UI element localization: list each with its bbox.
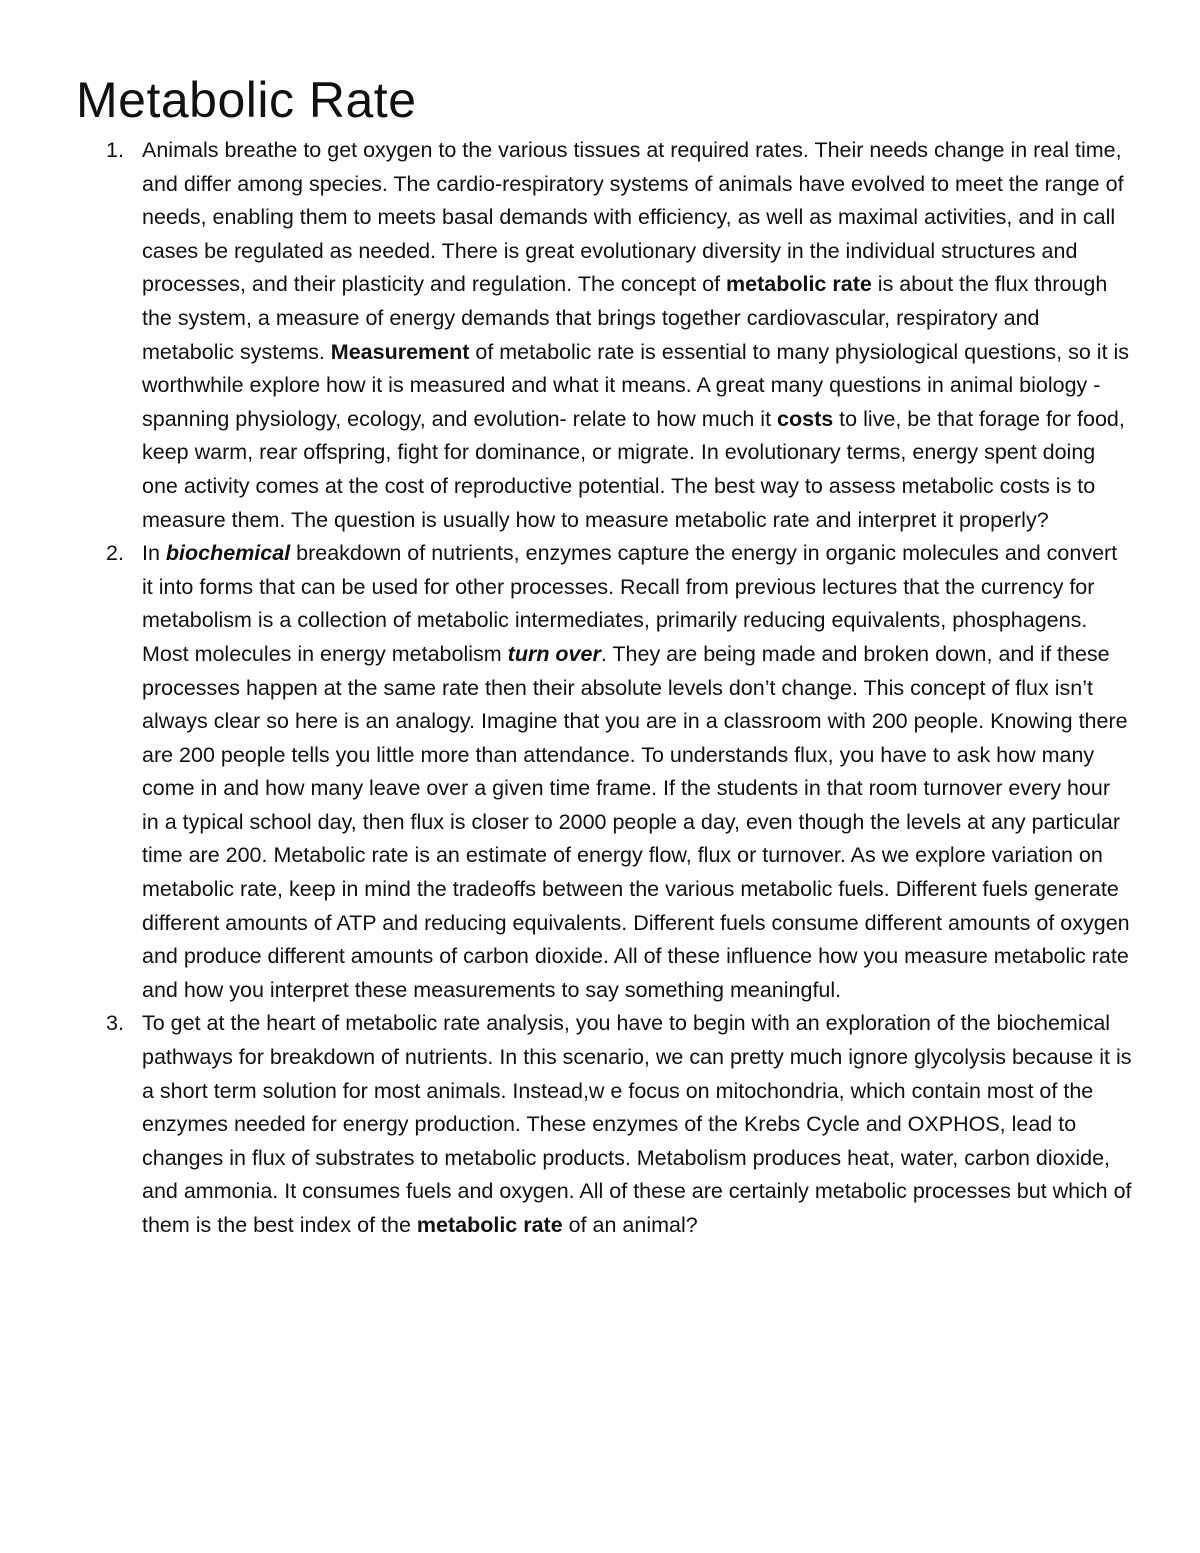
page-title: Metabolic Rate: [76, 72, 417, 128]
emphasized-term: Measurement: [330, 339, 470, 364]
emphasized-term: metabolic rate: [726, 272, 872, 297]
text-run: to live, be that forage for food, keep warm, rear offspring, fight for dominance, or migrate. In evolutionary terms, energy spent doing one activity comes at the cost of reproductive potential. The best way to assess metabolic costs is to measure them. The question is usually how to measure metabolic rate and interpret it properly?: [142, 406, 1125, 532]
emphasized-term: costs: [777, 406, 834, 431]
text-run: In: [142, 541, 166, 566]
text-run: breakdown of nutrients, enzymes capture the energy in organic molecules and convert it into forms that can be used for other processes. Recall from previous lectures that the currency for metabolism is a collection of metabolic intermediates, primarily reducing equivalents, phosphagens. Most molecules in energy metabolism: [142, 541, 1118, 666]
list-item: [76, 537, 1132, 1007]
paragraph-text: [142, 1007, 1132, 1242]
list-item: [76, 1007, 1132, 1242]
list-item: [76, 134, 1132, 537]
numbered-list: [76, 134, 1132, 1243]
list-item-number: 1.: [106, 138, 124, 162]
list-item-number: 2.: [106, 541, 124, 566]
paragraph-text: [142, 537, 1132, 1007]
emphasized-term: turn over: [507, 641, 601, 666]
text-run: To get at the heart of metabolic rate analysis, you have to begin with an exploration of the biochemical pathways for breakdown of nutrients. In this scenario, we can pretty much ignore glycolysis because it is a short term solution for most animals. Instead,w e focus on mitochondria, which contain most of the enzymes needed for energy production. These enzymes of the Krebs Cycle and OXPHOS, lead to changes in flux of substrates to metabolic products. Metabolism produces heat, water, carbon dioxide, and ammonia. It consumes fuels and oxygen. All of these are certainly metabolic processes but which of them is the best index of the: [142, 1011, 1132, 1237]
emphasized-term: biochemical: [165, 541, 291, 566]
text-run: of an animal?: [562, 1213, 698, 1237]
text-run: . They are being made and broken down, and if these processes happen at the same rate then their absolute levels don’t change. This concept of flux isn’t always clear so here is an analogy. Imagine that you are in a classroom with 200 people. Knowing there are 200 people tells you little more than attendance. To understands flux, you have to ask how many come in and how many leave over a given time frame. If the students in that room turnover every hour in a typical school day, then flux is closer to 2000 people a day, even though the levels at any particular time are 200. Metabolic rate is an estimate of energy flow, flux or turnover. As we explore variation on metabolic rate, keep in mind the tradeoffs between the various metabolic fuels. Different fuels generate different amounts of ATP and reducing equivalents. Different fuels consume different amounts of oxygen and produce different amounts of carbon dioxide. All of these influence how you measure metabolic rate and how you interpret these measurements to say something meaningful.: [142, 641, 1130, 1002]
paragraph-text: [142, 134, 1132, 537]
list-item-number: 3.: [106, 1011, 124, 1036]
text-run: Animals breathe to get oxygen to the various tissues at required rates. Their needs change in real time, and differ among species. The cardio-respiratory systems of animals have evolved to meet the range of needs, enabling them to meets basal demands with efficiency, as well as maximal activities, and in call cases be regulated as needed. There is great evolutionary diversity in the individual structures and processes, and their plasticity and regulation. The concept of: [142, 138, 1124, 297]
text-run: of metabolic rate is essential to many physiological questions, so it is worthwhile explore how it is measured and what it means. A great many questions in animal biology -spanning physiology, ecology, and evolution- relate to how much it: [142, 339, 1130, 431]
text-run: is about the flux through the system, a measure of energy demands that brings together cardiovascular, respiratory and metabolic systems.: [142, 272, 1108, 364]
emphasized-term: metabolic rate: [416, 1213, 563, 1237]
